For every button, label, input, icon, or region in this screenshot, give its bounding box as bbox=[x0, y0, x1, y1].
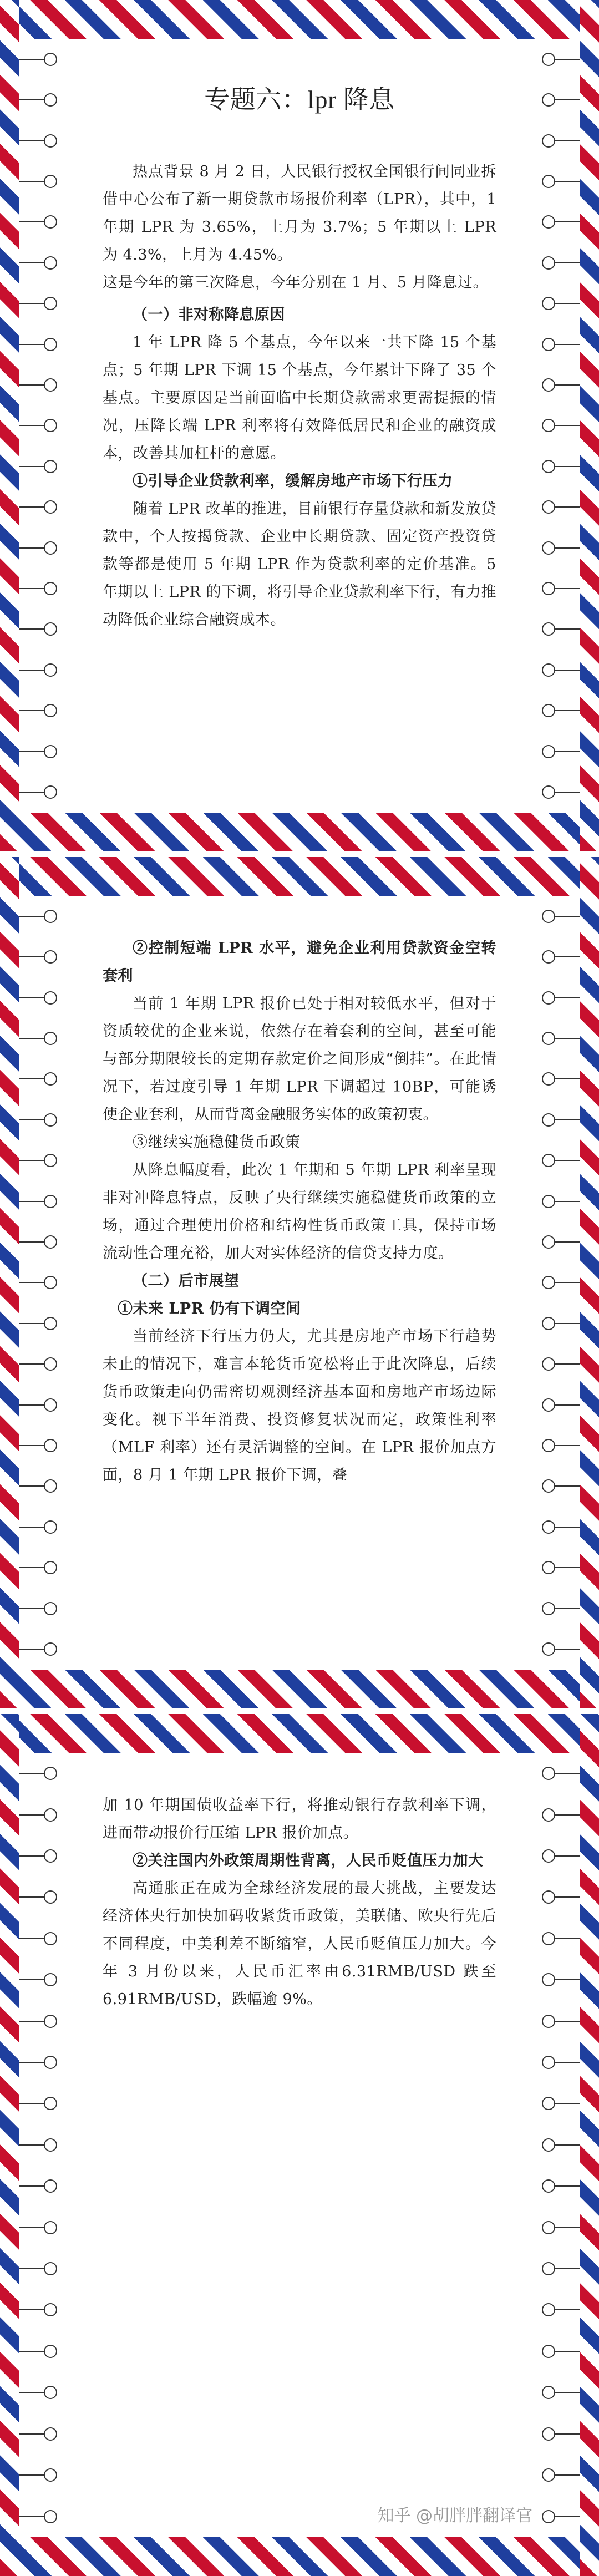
pin-icon bbox=[535, 2423, 580, 2445]
pin-icon bbox=[535, 2258, 580, 2280]
page-content bbox=[103, 935, 496, 1489]
airmail-border-bottom bbox=[0, 2537, 599, 2576]
pin-icon bbox=[19, 618, 64, 640]
page-body bbox=[19, 39, 580, 813]
pin-icon bbox=[19, 2092, 64, 2114]
pin-column-left bbox=[19, 1753, 64, 2537]
pin-icon bbox=[535, 1475, 580, 1497]
pin-icon bbox=[19, 2258, 64, 2280]
pin-icon bbox=[535, 1109, 580, 1131]
pin-icon bbox=[19, 1231, 64, 1253]
page-content bbox=[103, 1792, 496, 2014]
watermark: 知乎 @胡胖胖翻译官 bbox=[377, 2506, 532, 2526]
pin-icon bbox=[535, 170, 580, 192]
pin-icon bbox=[535, 1353, 580, 1375]
airmail-border-left bbox=[0, 1714, 19, 2576]
page-content bbox=[103, 83, 496, 634]
pin-icon bbox=[535, 781, 580, 803]
pin-icon bbox=[535, 1928, 580, 1950]
pin-icon bbox=[19, 1312, 64, 1335]
pin-icon bbox=[19, 333, 64, 356]
pin-icon bbox=[535, 1598, 580, 1620]
pin-icon bbox=[535, 2175, 580, 2197]
section-heading: （二）后市展望 bbox=[133, 1272, 240, 1290]
pin-icon bbox=[19, 1027, 64, 1049]
pin-icon bbox=[19, 537, 64, 559]
page-2 bbox=[0, 857, 599, 1708]
airmail-border-left bbox=[0, 0, 19, 851]
pin-icon bbox=[19, 905, 64, 927]
pin-icon bbox=[535, 2340, 580, 2362]
intro-paragraph: 热点背景 8 月 2 日，人民银行授权全国银行间同业拆借中心公布了新一期贷款市场报价利率（LPR），其中，1 年期 LPR 为 3.65%，上月为 3.7%；5 年期以上 LPR 为 4.3%，上月为 4.45%。 bbox=[103, 163, 496, 263]
pin-icon bbox=[535, 333, 580, 356]
pin-icon bbox=[19, 1434, 64, 1457]
pin-icon bbox=[19, 1804, 64, 1826]
airmail-border-top bbox=[0, 1714, 599, 1753]
pin-icon bbox=[19, 1475, 64, 1497]
intro-paragraph-2: 这是今年的第三次降息，今年分别在 1 月、5 月降息过。 bbox=[103, 274, 489, 291]
pin-icon bbox=[19, 1190, 64, 1213]
airmail-border-top bbox=[0, 857, 599, 896]
pin-icon bbox=[19, 2299, 64, 2321]
pin-icon bbox=[19, 374, 64, 396]
page-3 bbox=[0, 1714, 599, 2576]
pin-icon bbox=[19, 292, 64, 315]
pin-icon bbox=[19, 1353, 64, 1375]
body-paragraph: 当前经济下行压力仍大，尤其是房地产市场下行趋势未止的情况下，难言本轮货币宽松将止于此次降息，后续货币政策走向仍需密切观测经济基本面和房地产市场边际变化。视下半年消费、投资修复状况而定，政策性利率（MLF 利率）还有灵活调整的空间。在 LPR 报价加点方面，8 月 1 年期 LPR 报价下调，叠 bbox=[103, 1328, 496, 1484]
pin-icon bbox=[19, 48, 64, 70]
pin-column-right bbox=[535, 1753, 580, 2537]
pin-icon bbox=[535, 252, 580, 274]
pin-icon bbox=[535, 741, 580, 763]
pin-icon bbox=[535, 2092, 580, 2114]
pin-icon bbox=[535, 2217, 580, 2239]
pin-icon bbox=[19, 2423, 64, 2445]
pin-icon bbox=[535, 1027, 580, 1049]
pin-icon bbox=[19, 2506, 64, 2528]
page-1 bbox=[0, 0, 599, 851]
pin-column-left bbox=[19, 39, 64, 813]
pin-icon bbox=[19, 1969, 64, 1991]
pin-icon bbox=[19, 2217, 64, 2239]
pin-icon bbox=[535, 455, 580, 478]
pin-icon bbox=[535, 2464, 580, 2486]
pin-icon bbox=[19, 2051, 64, 2073]
pin-icon bbox=[19, 1928, 64, 1950]
pin-icon bbox=[535, 2506, 580, 2528]
pin-icon bbox=[535, 1556, 580, 1579]
pin-icon bbox=[19, 89, 64, 111]
pin-icon bbox=[535, 699, 580, 722]
pin-icon bbox=[535, 1434, 580, 1457]
body-paragraph: 当前 1 年期 LPR 报价已处于相对较低水平，但对于资质较优的企业来说，依然存在着套利的空间，甚至可能与部分期限较长的定期存款定价之间形成“倒挂”。在此情况下，若过度引导 1 年期 LPR 下调超过 10BP，可能诱使企业套利，从而背离金融服务实体的政策初衷。 bbox=[103, 995, 496, 1123]
pin-icon bbox=[535, 1394, 580, 1416]
point-heading: ②关注国内外政策周期性背离，人民币贬值压力加大 bbox=[133, 1852, 484, 1869]
pin-icon bbox=[19, 414, 64, 437]
body-paragraph: 从降息幅度看，此次 1 年期和 5 年期 LPR 利率呈现非对冲降息特点，反映了央行继续实施稳健货币政策的立场，通过合理使用价格和结构性货币政策工具，保持市场流动性合理充裕，加大对实体经济的信贷支持力度。 bbox=[103, 1162, 496, 1262]
pin-icon bbox=[19, 496, 64, 518]
airmail-border-bottom bbox=[0, 1670, 599, 1708]
pin-icon bbox=[19, 252, 64, 274]
airmail-border-right bbox=[580, 857, 599, 1708]
airmail-border-bottom bbox=[0, 813, 599, 851]
pin-icon bbox=[19, 699, 64, 722]
airmail-border-top bbox=[0, 0, 599, 39]
pin-icon bbox=[535, 618, 580, 640]
pin-column-left bbox=[19, 896, 64, 1670]
pin-icon bbox=[535, 211, 580, 233]
pin-icon bbox=[535, 1231, 580, 1253]
page-body bbox=[19, 1753, 580, 2537]
pin-icon bbox=[535, 2010, 580, 2032]
pin-icon bbox=[535, 987, 580, 1009]
pin-icon bbox=[535, 1638, 580, 1660]
pin-icon bbox=[535, 1762, 580, 1784]
pin-icon bbox=[19, 1845, 64, 1867]
pin-icon bbox=[535, 1516, 580, 1538]
pin-column-right bbox=[535, 896, 580, 1670]
body-paragraph: 加 10 年期国债收益率下行，将推动银行存款利率下调，进而带动报价行压缩 LPR 报价加点。 bbox=[103, 1797, 496, 1842]
body-paragraph: 高通胀正在成为全球经济发展的最大挑战，主要发达经济体央行加快加码收紧货币政策，美联储、欧央行先后不同程度，中美利差不断缩窄，人民币贬值压力加大。今年 3 月份以来，人民币汇率由6.31RMB/USD 跌至 6.91RMB/USD，跌幅逾 9%。 bbox=[103, 1880, 496, 2008]
pin-icon bbox=[19, 2175, 64, 2197]
pin-icon bbox=[19, 130, 64, 152]
pin-icon bbox=[19, 455, 64, 478]
point-heading: ①引导企业贷款利率，缓解房地产市场下行压力 bbox=[133, 473, 453, 490]
pin-icon bbox=[535, 2299, 580, 2321]
point-heading: ①未来 LPR 仍有下调空间 bbox=[118, 1300, 301, 1317]
pin-icon bbox=[535, 1068, 580, 1090]
pin-icon bbox=[535, 1845, 580, 1867]
airmail-border-left bbox=[0, 857, 19, 1708]
body-paragraph: 随着 LPR 改革的推进，目前银行存量贷款和新发放贷款中，个人按揭贷款、企业中长期贷款、固定资产投资贷款等都是使用 5 年期 LPR 作为贷款利率的定价基准。5 年期以上 LPR 的下调，将引导企业贷款利率下行，有力推动降低企业综合融资成本。 bbox=[103, 500, 496, 628]
pin-icon bbox=[19, 2464, 64, 2486]
pin-icon bbox=[535, 1190, 580, 1213]
pin-icon bbox=[535, 1149, 580, 1172]
airmail-border-right bbox=[580, 0, 599, 851]
pin-column-right bbox=[535, 39, 580, 813]
pin-icon bbox=[19, 987, 64, 1009]
pin-icon bbox=[535, 414, 580, 437]
pin-icon bbox=[535, 537, 580, 559]
pin-icon bbox=[19, 2134, 64, 2156]
pin-icon bbox=[19, 1638, 64, 1660]
pin-icon bbox=[19, 1109, 64, 1131]
page-title: 专题六：lpr 降息 bbox=[204, 85, 395, 114]
pin-icon bbox=[535, 946, 580, 968]
pin-icon bbox=[19, 781, 64, 803]
pin-icon bbox=[19, 1886, 64, 1908]
pin-icon bbox=[19, 2340, 64, 2362]
airmail-border-right bbox=[580, 1714, 599, 2576]
pin-icon bbox=[19, 741, 64, 763]
pin-icon bbox=[19, 946, 64, 968]
pin-icon bbox=[19, 1598, 64, 1620]
pin-icon bbox=[535, 577, 580, 600]
section-heading: （一）非对称降息原因 bbox=[133, 306, 285, 323]
pin-icon bbox=[535, 89, 580, 111]
pin-icon bbox=[19, 1271, 64, 1294]
pin-icon bbox=[535, 1312, 580, 1335]
pin-icon bbox=[535, 905, 580, 927]
pin-icon bbox=[535, 496, 580, 518]
pin-icon bbox=[535, 2381, 580, 2403]
pin-icon bbox=[535, 2051, 580, 2073]
pin-icon bbox=[535, 1969, 580, 1991]
pin-icon bbox=[19, 577, 64, 600]
pin-icon bbox=[19, 1556, 64, 1579]
pin-icon bbox=[19, 1394, 64, 1416]
pin-icon bbox=[535, 1271, 580, 1294]
pin-icon bbox=[535, 130, 580, 152]
pin-icon bbox=[19, 1149, 64, 1172]
pin-icon bbox=[535, 292, 580, 315]
pin-icon bbox=[19, 659, 64, 681]
pin-icon bbox=[535, 2134, 580, 2156]
pin-icon bbox=[19, 170, 64, 192]
point-heading: ②控制短端 LPR 水平，避免企业利用贷款资金空转套利 bbox=[103, 940, 496, 985]
pin-icon bbox=[19, 2381, 64, 2403]
pin-icon bbox=[535, 1886, 580, 1908]
pin-icon bbox=[19, 1762, 64, 1784]
pin-icon bbox=[19, 1068, 64, 1090]
pin-icon bbox=[535, 48, 580, 70]
point-heading: ③继续实施稳健货币政策 bbox=[133, 1134, 301, 1151]
pin-icon bbox=[19, 211, 64, 233]
page-body bbox=[19, 896, 580, 1670]
pin-icon bbox=[19, 2010, 64, 2032]
pin-icon bbox=[535, 374, 580, 396]
body-paragraph: 1 年 LPR 降 5 个基点，今年以来一共下降 15 个基点；5 年期 LPR 下调 15 个基点，今年累计下降了 35 个基点。主要原因是当前面临中长期贷款需求更需提振的情况，压降长端 LPR 利率将有效降低居民和企业的融资成本，改善其加杠杆的意愿。 bbox=[103, 334, 496, 462]
pin-icon bbox=[535, 1804, 580, 1826]
pin-icon bbox=[19, 1516, 64, 1538]
pin-icon bbox=[535, 659, 580, 681]
